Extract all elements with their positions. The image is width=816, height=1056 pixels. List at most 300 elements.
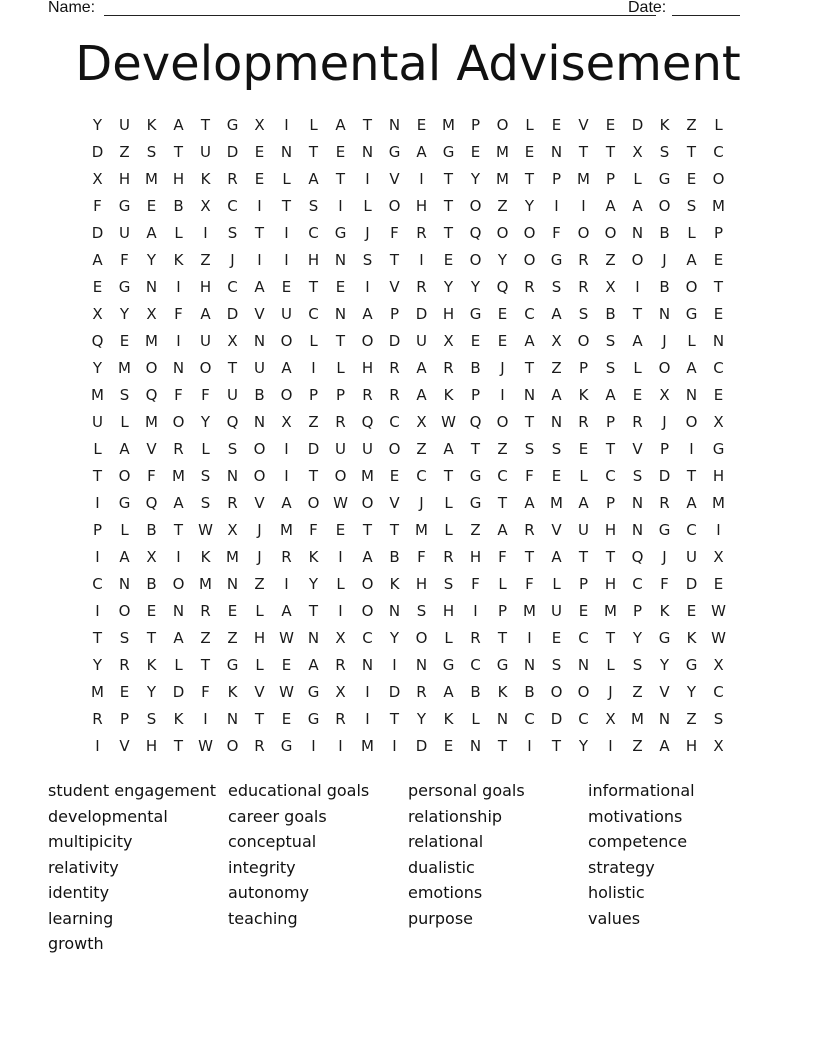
grid-letter[interactable]: E [551, 467, 562, 485]
grid-letter[interactable]: O [469, 197, 482, 215]
grid-letter[interactable]: L [255, 602, 264, 620]
grid-letter[interactable]: T [497, 629, 508, 647]
grid-letter[interactable]: I [311, 737, 316, 755]
grid-letter[interactable]: M [550, 494, 563, 512]
grid-letter[interactable]: S [308, 197, 319, 215]
grid-letter[interactable]: V [551, 521, 562, 539]
grid-letter[interactable]: W [441, 413, 456, 431]
grid-letter[interactable]: A [443, 440, 454, 458]
grid-letter[interactable]: E [578, 440, 589, 458]
grid-letter[interactable]: O [523, 251, 536, 269]
grid-letter[interactable]: R [281, 548, 292, 566]
grid-letter[interactable]: I [554, 197, 559, 215]
grid-letter[interactable]: Q [631, 548, 644, 566]
grid-letter[interactable]: V [254, 305, 265, 323]
grid-letter[interactable]: E [335, 143, 346, 161]
grid-letter[interactable]: G [685, 656, 698, 674]
grid-letter[interactable]: R [632, 413, 643, 431]
grid-letter[interactable]: X [254, 116, 265, 134]
grid-letter[interactable]: P [578, 359, 589, 377]
grid-letter[interactable]: H [199, 278, 212, 296]
grid-letter[interactable]: Z [308, 413, 319, 431]
grid-letter[interactable]: T [470, 440, 481, 458]
grid-letter[interactable]: C [713, 359, 724, 377]
grid-letter[interactable]: L [363, 197, 372, 215]
grid-letter[interactable]: T [254, 224, 265, 242]
grid-letter[interactable]: F [174, 386, 183, 404]
grid-letter[interactable]: X [227, 521, 238, 539]
grid-letter[interactable]: I [284, 251, 289, 269]
grid-letter[interactable]: T [335, 332, 346, 350]
grid-letter[interactable]: V [389, 278, 400, 296]
grid-letter[interactable]: A [686, 494, 697, 512]
grid-letter[interactable]: Y [146, 251, 157, 269]
grid-letter[interactable]: S [362, 251, 373, 269]
grid-letter[interactable]: O [577, 224, 590, 242]
grid-letter[interactable]: E [713, 305, 724, 323]
grid-letter[interactable]: E [713, 575, 724, 593]
grid-letter[interactable]: R [200, 602, 211, 620]
grid-letter[interactable]: I [176, 332, 181, 350]
grid-letter[interactable]: E [524, 143, 535, 161]
grid-letter[interactable]: A [551, 305, 562, 323]
grid-letter[interactable]: D [172, 683, 185, 701]
grid-letter[interactable]: A [524, 494, 535, 512]
grid-letter[interactable]: E [470, 143, 481, 161]
grid-letter[interactable]: M [577, 170, 590, 188]
grid-letter[interactable]: Y [389, 629, 400, 647]
grid-letter[interactable]: J [419, 494, 424, 512]
grid-letter[interactable]: A [686, 359, 697, 377]
grid-letter[interactable]: M [91, 386, 104, 404]
grid-letter[interactable]: S [524, 440, 535, 458]
grid-letter[interactable]: M [145, 170, 158, 188]
grid-letter[interactable]: O [172, 413, 185, 431]
grid-letter[interactable]: S [659, 143, 670, 161]
grid-letter[interactable]: I [203, 224, 208, 242]
grid-letter[interactable]: V [254, 494, 265, 512]
grid-letter[interactable]: E [470, 332, 481, 350]
grid-letter[interactable]: R [578, 413, 589, 431]
grid-letter[interactable]: Y [470, 170, 481, 188]
grid-letter[interactable]: N [469, 737, 482, 755]
grid-letter[interactable]: D [658, 467, 671, 485]
grid-letter[interactable]: O [280, 386, 293, 404]
grid-letter[interactable]: F [201, 683, 210, 701]
grid-letter[interactable]: C [362, 629, 373, 647]
grid-letter[interactable]: X [713, 656, 724, 674]
grid-letter[interactable]: L [120, 413, 129, 431]
grid-letter[interactable]: V [119, 737, 130, 755]
grid-letter[interactable]: N [226, 467, 239, 485]
grid-letter[interactable]: T [173, 737, 184, 755]
grid-letter[interactable]: T [146, 629, 157, 647]
grid-letter[interactable]: Y [497, 251, 508, 269]
grid-letter[interactable]: X [551, 332, 562, 350]
grid-letter[interactable]: X [713, 413, 724, 431]
grid-letter[interactable]: O [118, 602, 131, 620]
grid-letter[interactable]: G [469, 305, 482, 323]
grid-letter[interactable]: Z [119, 143, 130, 161]
grid-letter[interactable]: R [335, 656, 346, 674]
grid-letter[interactable]: T [443, 467, 454, 485]
grid-letter[interactable]: A [659, 737, 670, 755]
grid-letter[interactable]: U [200, 143, 211, 161]
grid-letter[interactable]: I [365, 170, 370, 188]
grid-letter[interactable]: E [389, 467, 400, 485]
grid-letter[interactable]: O [712, 170, 725, 188]
grid-letter[interactable]: I [338, 737, 343, 755]
grid-letter[interactable]: A [308, 170, 319, 188]
grid-letter[interactable]: L [282, 170, 291, 188]
grid-letter[interactable]: T [524, 170, 535, 188]
grid-letter[interactable]: H [415, 197, 428, 215]
grid-letter[interactable]: H [307, 251, 320, 269]
grid-letter[interactable]: T [173, 143, 184, 161]
grid-letter[interactable]: E [281, 278, 292, 296]
grid-letter[interactable]: B [254, 386, 265, 404]
grid-letter[interactable]: R [659, 494, 670, 512]
grid-letter[interactable]: N [523, 386, 536, 404]
grid-letter[interactable]: T [200, 656, 211, 674]
grid-letter[interactable]: H [604, 575, 617, 593]
grid-letter[interactable]: Y [443, 278, 454, 296]
grid-letter[interactable]: P [605, 494, 616, 512]
grid-letter[interactable]: M [631, 710, 644, 728]
grid-letter[interactable]: G [550, 251, 563, 269]
grid-letter[interactable]: I [716, 521, 721, 539]
grid-letter[interactable]: N [631, 494, 644, 512]
grid-letter[interactable]: M [145, 332, 158, 350]
grid-letter[interactable]: J [230, 251, 235, 269]
grid-letter[interactable]: S [443, 575, 454, 593]
grid-letter[interactable]: I [338, 197, 343, 215]
grid-letter[interactable]: K [443, 386, 454, 404]
grid-letter[interactable]: I [284, 224, 289, 242]
grid-letter[interactable]: P [497, 602, 508, 620]
grid-letter[interactable]: T [524, 548, 535, 566]
grid-letter[interactable]: C [308, 305, 319, 323]
grid-letter[interactable]: O [253, 440, 266, 458]
grid-letter[interactable]: A [92, 251, 103, 269]
grid-letter[interactable]: M [280, 521, 293, 539]
grid-letter[interactable]: K [578, 386, 589, 404]
grid-letter[interactable]: O [280, 332, 293, 350]
grid-letter[interactable]: C [497, 467, 508, 485]
grid-letter[interactable]: L [606, 656, 615, 674]
grid-letter[interactable]: C [686, 521, 697, 539]
grid-letter[interactable]: V [389, 494, 400, 512]
grid-letter[interactable]: A [254, 278, 265, 296]
grid-letter[interactable]: A [416, 359, 427, 377]
grid-letter[interactable]: Z [227, 629, 238, 647]
grid-letter[interactable]: Q [469, 224, 482, 242]
grid-letter[interactable]: Z [497, 440, 508, 458]
grid-letter[interactable]: T [227, 359, 238, 377]
grid-letter[interactable]: N [631, 224, 644, 242]
grid-letter[interactable]: H [442, 602, 455, 620]
grid-letter[interactable]: T [605, 629, 616, 647]
grid-letter[interactable]: X [605, 278, 616, 296]
grid-letter[interactable]: B [605, 305, 616, 323]
grid-letter[interactable]: S [551, 278, 562, 296]
grid-letter[interactable]: K [146, 656, 157, 674]
grid-letter[interactable]: O [496, 116, 509, 134]
grid-letter[interactable]: T [281, 197, 292, 215]
grid-letter[interactable]: M [226, 548, 239, 566]
grid-letter[interactable]: L [552, 575, 561, 593]
grid-letter[interactable]: L [471, 710, 480, 728]
grid-letter[interactable]: N [415, 656, 428, 674]
grid-letter[interactable]: O [361, 332, 374, 350]
grid-letter[interactable]: Y [578, 737, 589, 755]
grid-letter[interactable]: N [577, 656, 590, 674]
grid-letter[interactable]: W [279, 629, 294, 647]
grid-letter[interactable]: C [605, 467, 616, 485]
grid-letter[interactable]: R [443, 548, 454, 566]
grid-letter[interactable]: K [173, 710, 184, 728]
grid-letter[interactable]: D [631, 116, 644, 134]
grid-letter[interactable]: J [608, 683, 613, 701]
grid-letter[interactable]: T [578, 143, 589, 161]
grid-letter[interactable]: X [146, 548, 157, 566]
grid-letter[interactable]: G [118, 278, 131, 296]
grid-letter[interactable]: F [93, 197, 102, 215]
grid-letter[interactable]: M [712, 494, 725, 512]
grid-letter[interactable]: O [496, 224, 509, 242]
grid-letter[interactable]: D [226, 143, 239, 161]
grid-letter[interactable]: G [118, 197, 131, 215]
grid-letter[interactable]: D [388, 332, 401, 350]
grid-letter[interactable]: C [389, 413, 400, 431]
grid-letter[interactable]: Z [605, 251, 616, 269]
grid-letter[interactable]: L [309, 116, 318, 134]
grid-letter[interactable]: O [388, 197, 401, 215]
grid-letter[interactable]: G [658, 521, 671, 539]
grid-letter[interactable]: E [227, 602, 238, 620]
grid-letter[interactable]: L [579, 467, 588, 485]
grid-letter[interactable]: I [95, 602, 100, 620]
grid-letter[interactable]: O [685, 413, 698, 431]
grid-letter[interactable]: V [146, 440, 157, 458]
grid-letter[interactable]: T [362, 521, 373, 539]
grid-letter[interactable]: T [497, 494, 508, 512]
grid-letter[interactable]: L [525, 116, 534, 134]
grid-letter[interactable]: M [604, 602, 617, 620]
grid-letter[interactable]: A [551, 548, 562, 566]
grid-letter[interactable]: I [338, 602, 343, 620]
grid-letter[interactable]: E [335, 521, 346, 539]
grid-letter[interactable]: A [173, 494, 184, 512]
grid-letter[interactable]: F [417, 548, 426, 566]
grid-letter[interactable]: B [470, 359, 481, 377]
grid-letter[interactable]: N [550, 143, 563, 161]
grid-letter[interactable]: N [523, 656, 536, 674]
grid-letter[interactable]: Y [92, 359, 103, 377]
grid-letter[interactable]: E [254, 170, 265, 188]
grid-letter[interactable]: F [525, 467, 534, 485]
grid-letter[interactable]: C [713, 143, 724, 161]
grid-letter[interactable]: E [443, 251, 454, 269]
grid-letter[interactable]: Z [686, 710, 697, 728]
grid-letter[interactable]: N [226, 575, 239, 593]
grid-letter[interactable]: S [551, 656, 562, 674]
grid-letter[interactable]: Y [659, 656, 670, 674]
grid-letter[interactable]: A [173, 116, 184, 134]
grid-letter[interactable]: I [635, 278, 640, 296]
grid-letter[interactable]: A [416, 143, 427, 161]
grid-letter[interactable]: I [527, 737, 532, 755]
grid-letter[interactable]: U [227, 386, 238, 404]
grid-letter[interactable]: O [604, 224, 617, 242]
grid-letter[interactable]: Q [496, 278, 509, 296]
grid-letter[interactable]: A [686, 251, 697, 269]
grid-letter[interactable]: S [686, 197, 697, 215]
grid-letter[interactable]: I [284, 467, 289, 485]
grid-letter[interactable]: I [392, 737, 397, 755]
grid-letter[interactable]: O [199, 359, 212, 377]
grid-letter[interactable]: N [253, 332, 266, 350]
grid-letter[interactable]: F [660, 575, 669, 593]
grid-letter[interactable]: E [281, 656, 292, 674]
grid-letter[interactable]: Y [200, 413, 211, 431]
grid-letter[interactable]: J [500, 359, 505, 377]
grid-letter[interactable]: N [361, 656, 374, 674]
grid-letter[interactable]: S [200, 494, 211, 512]
grid-letter[interactable]: M [199, 575, 212, 593]
grid-letter[interactable]: T [200, 116, 211, 134]
grid-letter[interactable]: M [496, 143, 509, 161]
grid-letter[interactable]: Q [226, 413, 239, 431]
grid-letter[interactable]: X [713, 548, 724, 566]
grid-letter[interactable]: F [498, 548, 507, 566]
grid-letter[interactable]: C [578, 710, 589, 728]
grid-letter[interactable]: I [689, 440, 694, 458]
grid-letter[interactable]: F [390, 224, 399, 242]
grid-letter[interactable]: T [92, 629, 103, 647]
grid-letter[interactable]: L [174, 224, 183, 242]
grid-letter[interactable]: O [685, 278, 698, 296]
grid-letter[interactable]: A [146, 224, 157, 242]
name-blank-line[interactable] [104, 15, 656, 16]
grid-letter[interactable]: V [389, 170, 400, 188]
grid-letter[interactable]: I [95, 494, 100, 512]
grid-letter[interactable]: S [416, 602, 427, 620]
grid-letter[interactable]: A [443, 683, 454, 701]
grid-letter[interactable]: A [551, 386, 562, 404]
grid-letter[interactable]: A [416, 386, 427, 404]
grid-letter[interactable]: X [92, 170, 103, 188]
grid-letter[interactable]: O [388, 440, 401, 458]
grid-letter[interactable]: T [605, 440, 616, 458]
grid-letter[interactable]: N [334, 251, 347, 269]
grid-letter[interactable]: G [334, 224, 347, 242]
grid-letter[interactable]: R [119, 656, 130, 674]
grid-letter[interactable]: R [524, 278, 535, 296]
grid-letter[interactable]: K [308, 548, 319, 566]
grid-letter[interactable]: T [443, 224, 454, 242]
grid-letter[interactable]: E [119, 332, 130, 350]
grid-letter[interactable]: I [257, 197, 262, 215]
grid-letter[interactable]: F [552, 224, 561, 242]
grid-letter[interactable]: O [415, 629, 428, 647]
grid-letter[interactable]: N [712, 332, 725, 350]
grid-letter[interactable]: B [524, 683, 535, 701]
grid-letter[interactable]: U [92, 413, 103, 431]
grid-letter[interactable]: X [227, 332, 238, 350]
grid-letter[interactable]: N [307, 629, 320, 647]
grid-letter[interactable]: I [365, 710, 370, 728]
grid-letter[interactable]: E [578, 602, 589, 620]
grid-letter[interactable]: I [95, 737, 100, 755]
grid-letter[interactable]: X [281, 413, 292, 431]
grid-letter[interactable]: T [632, 305, 643, 323]
grid-letter[interactable]: L [120, 521, 129, 539]
grid-letter[interactable]: E [146, 197, 157, 215]
grid-letter[interactable]: A [281, 494, 292, 512]
grid-letter[interactable]: A [281, 602, 292, 620]
grid-letter[interactable]: T [362, 116, 373, 134]
grid-letter[interactable]: F [525, 575, 534, 593]
grid-letter[interactable]: H [604, 521, 617, 539]
grid-letter[interactable]: A [524, 332, 535, 350]
grid-letter[interactable]: I [203, 710, 208, 728]
grid-letter[interactable]: X [443, 332, 454, 350]
grid-letter[interactable]: I [257, 251, 262, 269]
grid-letter[interactable]: A [605, 197, 616, 215]
grid-letter[interactable]: A [119, 548, 130, 566]
grid-letter[interactable]: N [145, 278, 158, 296]
grid-letter[interactable]: X [659, 386, 670, 404]
grid-letter[interactable]: L [633, 170, 642, 188]
grid-letter[interactable]: A [335, 116, 346, 134]
grid-letter[interactable]: Y [119, 305, 130, 323]
grid-letter[interactable]: Y [632, 629, 643, 647]
grid-letter[interactable]: J [257, 548, 262, 566]
grid-letter[interactable]: M [496, 170, 509, 188]
grid-letter[interactable]: C [227, 278, 238, 296]
grid-letter[interactable]: P [92, 521, 103, 539]
grid-letter[interactable]: P [632, 602, 643, 620]
grid-letter[interactable]: G [658, 629, 671, 647]
grid-letter[interactable]: H [415, 575, 428, 593]
grid-letter[interactable]: A [281, 359, 292, 377]
grid-letter[interactable]: X [335, 683, 346, 701]
grid-letter[interactable]: R [254, 737, 265, 755]
grid-letter[interactable]: J [662, 548, 667, 566]
grid-letter[interactable]: Q [91, 332, 104, 350]
grid-letter[interactable]: L [714, 116, 723, 134]
grid-letter[interactable]: M [91, 683, 104, 701]
grid-letter[interactable]: S [200, 467, 211, 485]
grid-letter[interactable]: W [711, 629, 726, 647]
grid-letter[interactable]: X [632, 143, 643, 161]
grid-letter[interactable]: N [388, 116, 401, 134]
grid-letter[interactable]: I [473, 602, 478, 620]
grid-letter[interactable]: R [389, 386, 400, 404]
grid-letter[interactable]: T [551, 737, 562, 755]
grid-letter[interactable]: E [686, 170, 697, 188]
grid-letter[interactable]: T [308, 467, 319, 485]
grid-letter[interactable]: E [497, 332, 508, 350]
grid-letter[interactable]: T [254, 710, 265, 728]
grid-letter[interactable]: P [470, 386, 481, 404]
grid-letter[interactable]: L [309, 332, 318, 350]
grid-letter[interactable]: U [119, 116, 130, 134]
grid-letter[interactable]: G [118, 494, 131, 512]
grid-letter[interactable]: K [659, 116, 670, 134]
grid-letter[interactable]: O [145, 359, 158, 377]
